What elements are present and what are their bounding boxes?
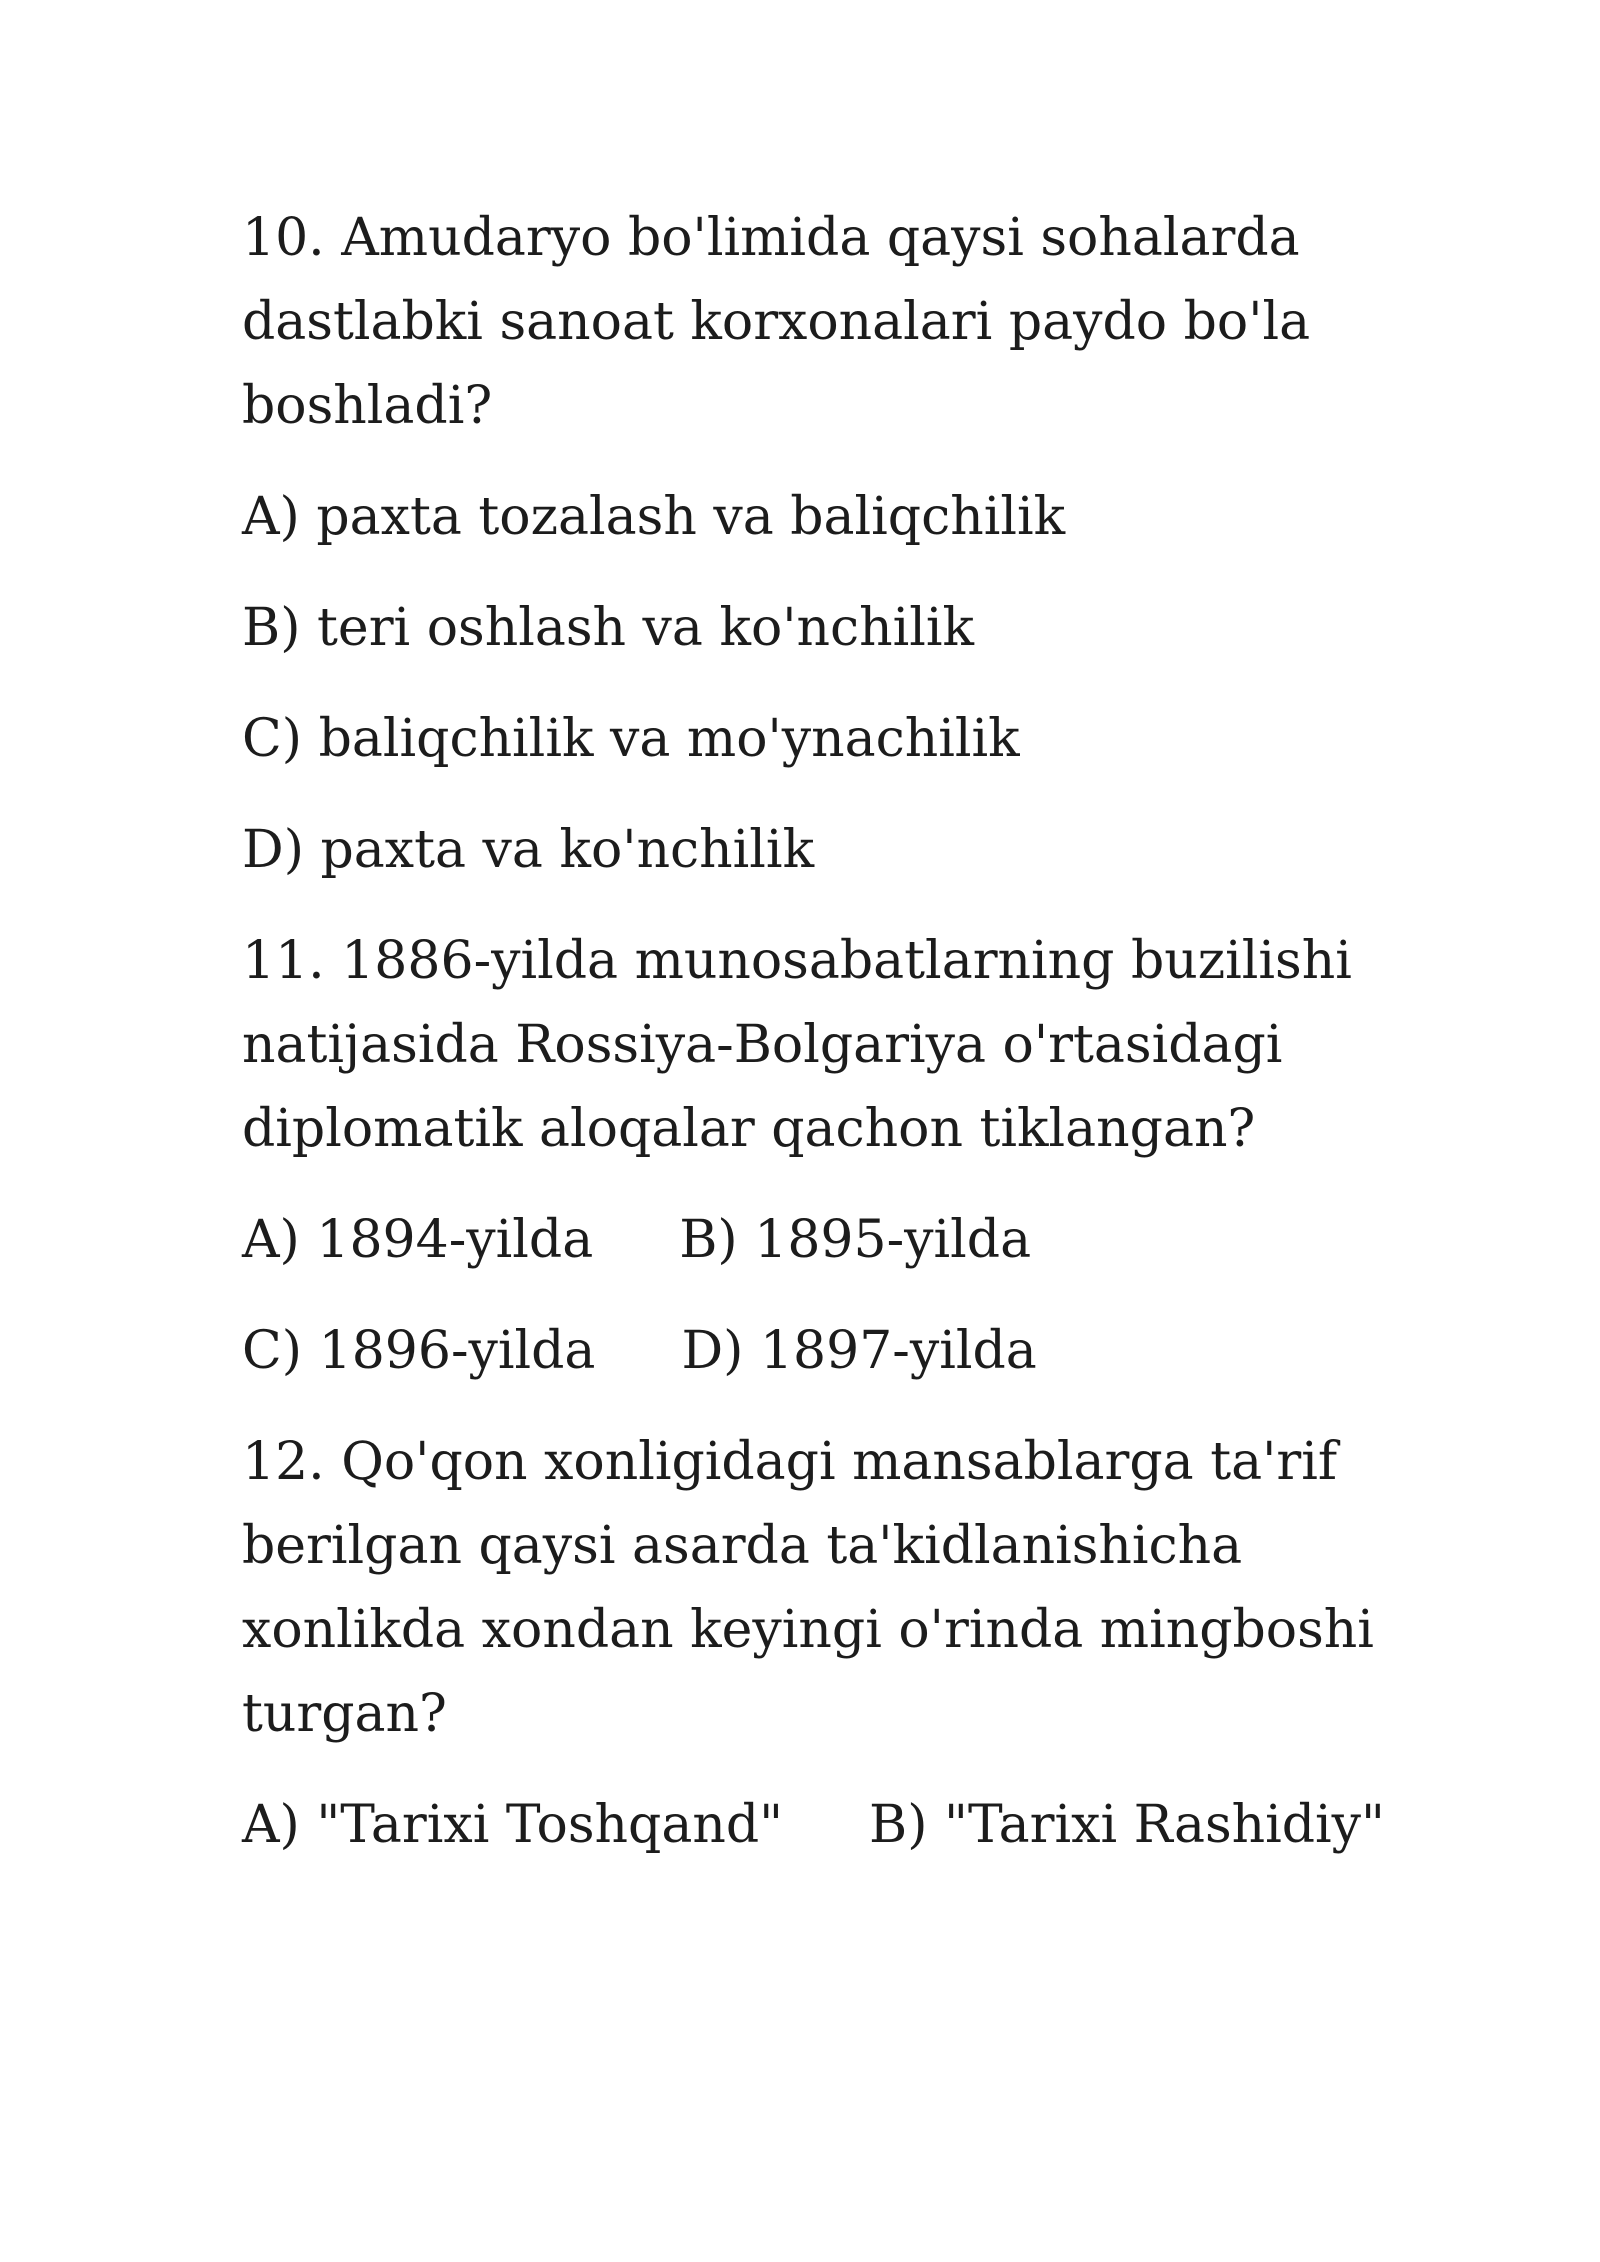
question-12-option-a: A) "Tarixi Toshqand": [242, 1795, 784, 1855]
question-11-option-d: D) 1897-yilda: [681, 1321, 1037, 1381]
question-10-option-a: A) paxta tozalash va baliqchilik: [242, 487, 1066, 547]
question-12-stem: 12. Qo'qon xonligidagi mansablarga ta'rif berilgan qaysi asarda ta'kidlanishicha xonlikda xondan keyingi o'rinda mingboshi turgan?: [242, 1432, 1374, 1744]
question-11-stem: 11. 1886-yilda munosabatlarning buzilishi natijasida Rossiya-Bolgariya o'rtasidagi diplomatik aloqalar qachon tiklangan?: [242, 931, 1352, 1159]
question-11-options-row-2: [242, 1309, 1402, 1393]
quiz-content: [242, 196, 1402, 1894]
question-11-options-row-1: [242, 1198, 1402, 1282]
question-10-option-b: B) teri oshlash va ko'nchilik: [242, 598, 975, 658]
question-11-option-b: B) 1895-yilda: [679, 1210, 1032, 1270]
question-12-options: [242, 1783, 1402, 1867]
question-11-option-c: C) 1896-yilda: [242, 1321, 596, 1381]
question-10-stem: 10. Amudaryo bo'limida qaysi sohalarda dastlabki sanoat korxonalari paydo bo'la boshladi?: [242, 208, 1311, 436]
question-10-option-c: C) baliqchilik va mo'ynachilik: [242, 709, 1020, 769]
question-11-option-a: A) 1894-yilda: [242, 1210, 594, 1270]
question-10-option-d: D) paxta va ko'nchilik: [242, 820, 815, 880]
question-12-option-b: B) "Tarixi Rashidiy": [869, 1795, 1385, 1855]
